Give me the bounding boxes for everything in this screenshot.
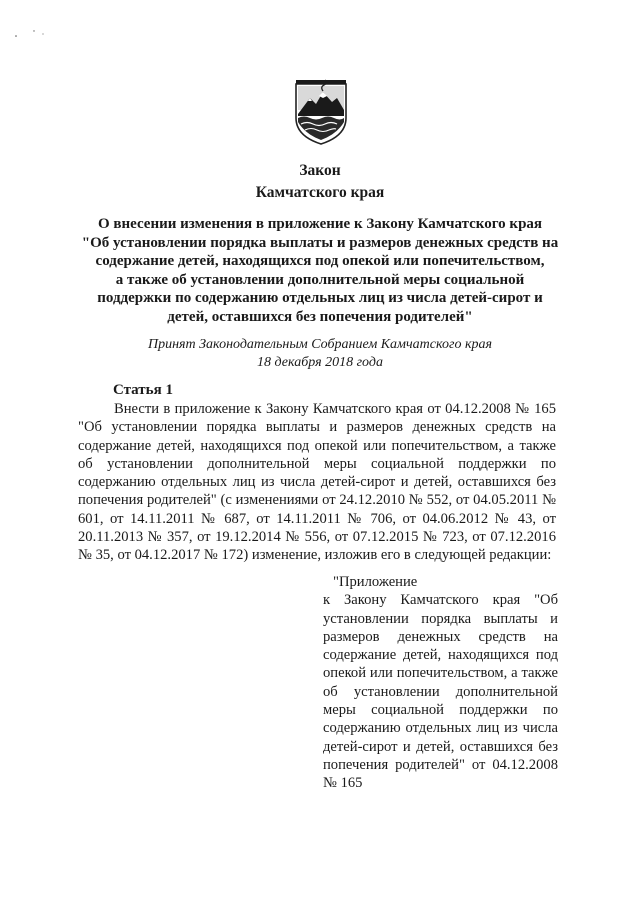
heading-line: О внесении изменения в приложение к Закону Камчатского края [97, 216, 543, 232]
title-line-2: Камчатского края [255, 184, 385, 201]
heading-line: "Об установлении порядка выплаты и размеров денежных средств на [81, 234, 559, 251]
adoption-note [60, 336, 580, 372]
heading-line: а также об установлении дополнительной меры социальной [115, 271, 525, 288]
article-label: Статья 1 [113, 382, 173, 398]
law-title [60, 160, 580, 204]
kamchatka-coat-of-arms-icon [292, 76, 350, 146]
heading-line: содержание детей, находящихся под опекой или попечительством, [95, 253, 545, 269]
article-body [78, 400, 556, 565]
adoption-body: Принят Законодательным Собранием Камчатского края [147, 337, 493, 352]
appendix-text: к Закону Камчатского края "Об установлении порядка выплаты и размеров денежных средств на содержание детей, находящихся под опекой или попечительством, а также об установлении дополнительной меры социальной поддержки по содержанию отдельных лиц из числа детей-сирот и детей, оставшихся без попечения родителей" от 04.12.2008 № 165 [323, 592, 558, 792]
heading-line: поддержки по содержанию отдельных лиц из числа детей-сирот и [97, 290, 543, 306]
appendix-block [323, 573, 558, 793]
scan-specks [12, 28, 52, 40]
heading-line: детей, оставшихся без попечения родителей" [167, 308, 473, 325]
law-heading [60, 215, 580, 326]
adoption-date: 18 декабря 2018 года [257, 355, 383, 370]
title-line-1: Закон [299, 162, 341, 179]
appendix-label: "Приложение [333, 574, 418, 590]
article-text: Внести в приложение к Закону Камчатского края от 04.12.2008 № 165 "Об установлении порядка выплаты и размеров денежных средств на содержание детей, находящихся под опекой или попечительством, а также об установлении дополнительной меры социальной поддержки по содержанию отдельных лиц из числа детей-сирот и детей, оставшихся без попечения родителей" (с изменениями от 24.12.2010 № 552, от 04.05.2011 № 601, от 14.11.2011 № 687, от 14.11.2011 № 706, от 04.06.2012 № 43, от 20.11.2013 № 357, от 19.12.2014 № 556, от 07.12.2015 № 723, от 07.12.2016 № 35, от 04.12.2017 № 172) изменение, изложив его в следующей редакции: [78, 401, 556, 564]
